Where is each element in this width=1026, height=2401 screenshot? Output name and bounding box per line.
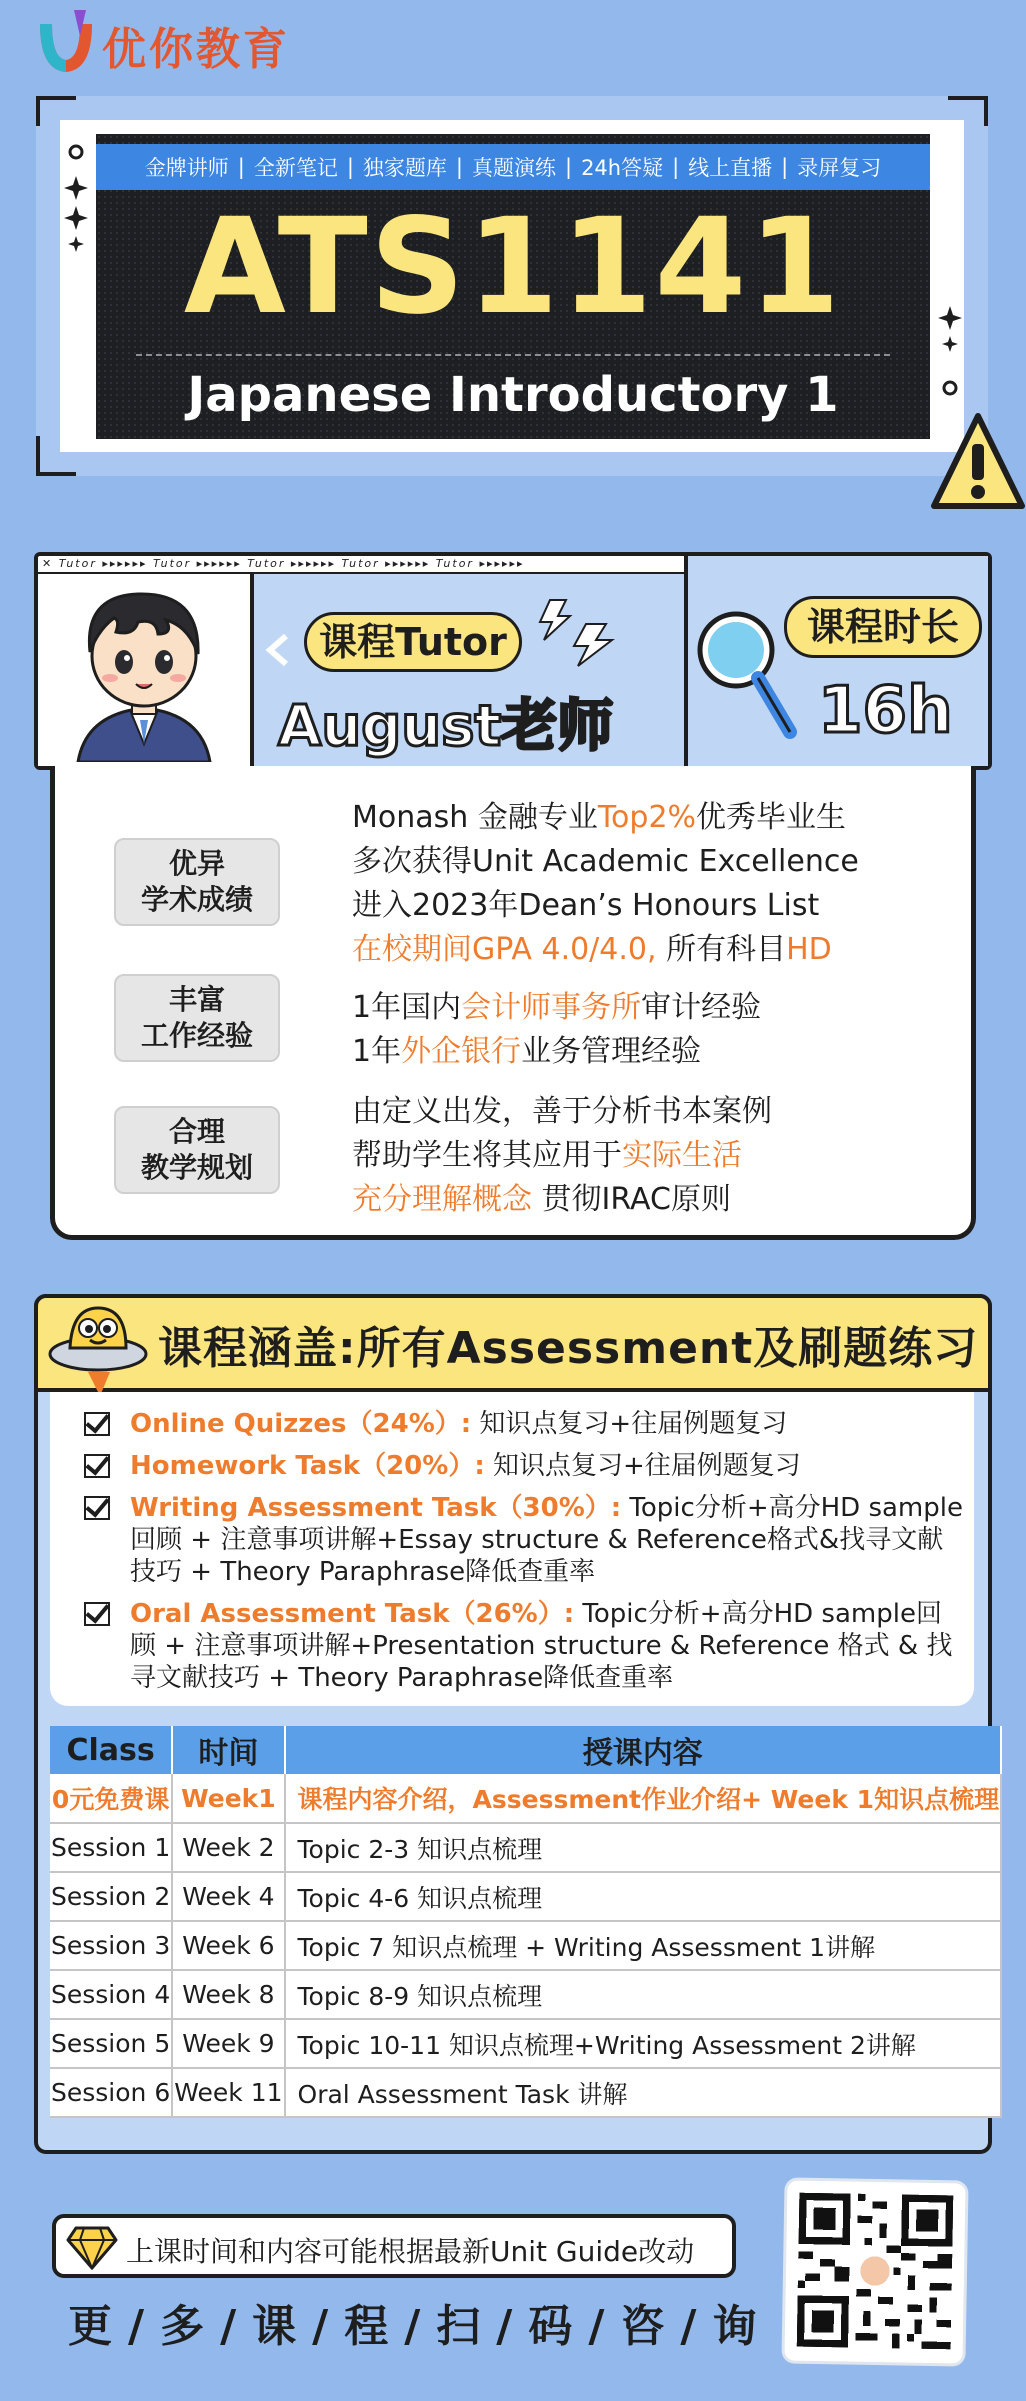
- detail-line: 进入2023年Dean’s Honours List: [352, 888, 820, 923]
- detail-line: 在校期间GPA 4.0/4.0, 所有科目HD: [352, 932, 832, 967]
- table-row: 0元免费课 Week1 课程内容介绍，Assessment作业介绍+ Week 1知识点梳理: [50, 1774, 1001, 1823]
- detail-line: 多次获得Unit Academic Excellence: [352, 844, 859, 879]
- feature-item: 独家题库: [362, 156, 447, 180]
- detail-line: Monash 金融专业Top2%优秀毕业生: [352, 800, 847, 835]
- coverage-list: [50, 1392, 974, 1706]
- checkbox-icon: [84, 1454, 110, 1478]
- academic-lines: [352, 796, 859, 972]
- tutor-header: [34, 552, 992, 770]
- coverage-item: Homework Task（20%）: 知识点复习+往届例题复习: [84, 1450, 944, 1482]
- feature-bar: 金牌讲师 | 全新笔记 | 独家题库 | 真题演练 | 24h答疑 | 线上直播 | 录屏复习: [96, 144, 930, 190]
- detail-line: 充分理解概念 贯彻IRAC原则: [352, 1182, 731, 1217]
- feature-item: 金牌讲师: [144, 156, 229, 180]
- coverage-item: Oral Assessment Task（26%）: Topic分析+高分HD sample回顾 + 注意事项讲解+Presentation structure & Reference 格式 & 找寻文献技巧 + Theory Paraphrase降低查重率: [84, 1598, 964, 1694]
- plan-lines: [352, 1090, 772, 1222]
- column-header: 授课内容: [285, 1726, 1002, 1774]
- brand-logo: [34, 6, 290, 84]
- tutor-name: August老师: [278, 694, 614, 759]
- ufo-mascot-icon: [44, 1298, 154, 1398]
- tag-work: 丰富 工作经验: [114, 974, 280, 1062]
- table-row: Session 5 Week 9 Topic 10-11 知识点梳理+Writing Assessment 2讲解: [50, 2019, 1001, 2068]
- coverage-header: [34, 1294, 992, 1392]
- feature-item: 真题演练: [471, 156, 556, 180]
- detail-line: 1年国内会计师事务所审计经验: [352, 990, 762, 1025]
- table-row: Session 2 Week 4 Topic 4-6 知识点梳理: [50, 1872, 1001, 1921]
- consult-cta: 更/多/课/程/扫/码/咨/询: [68, 2301, 773, 2352]
- checkbox-icon: [84, 1412, 110, 1436]
- column-header: Class: [50, 1726, 172, 1774]
- lightning-icon: [530, 598, 622, 668]
- notice-text: 上课时间和内容可能根据最新Unit Guide改动: [126, 2235, 695, 2268]
- feature-item: 线上直播: [688, 156, 773, 180]
- schedule-table: [50, 1726, 1002, 2118]
- avatar-illustration-icon: [38, 574, 250, 762]
- duration-pill: 课程时长: [784, 596, 982, 658]
- coverage-item: Writing Assessment Task（30%）: Topic分析+高分HD sample回顾 + 注意事项讲解+Essay structure & Reference格式&找寻文献技巧 + Theory Paraphrase降低查重率: [84, 1492, 964, 1588]
- tag-academic: 优异 学术成绩: [114, 838, 280, 926]
- column-header: 时间: [172, 1726, 284, 1774]
- warning-icon: [928, 410, 1026, 520]
- hero-divider: [136, 354, 890, 356]
- chevron-left-icon: [264, 632, 292, 668]
- logo-text: 优你教育: [102, 24, 290, 75]
- feature-item: 全新笔记: [253, 156, 338, 180]
- duration-value: 16h: [818, 674, 953, 748]
- course-code: ATS1141: [183, 190, 843, 344]
- tutor-name-panel: [254, 574, 684, 766]
- tutor-pill: 课程Tutor: [304, 612, 522, 672]
- diamond-icon: [66, 2224, 118, 2270]
- table-row: Session 6 Week 11 Oral Assessment Task 讲解: [50, 2068, 1001, 2117]
- notice-banner: [52, 2214, 736, 2278]
- checkbox-icon: [84, 1602, 110, 1626]
- table-row: Session 1 Week 2 Topic 2-3 知识点梳理: [50, 1823, 1001, 1872]
- qr-code[interactable]: [784, 2180, 965, 2363]
- checkbox-icon: [84, 1496, 110, 1520]
- feature-item: 24h答疑: [581, 156, 664, 180]
- duration-panel: [684, 556, 988, 766]
- table-header-row: [50, 1726, 1001, 1774]
- work-lines: [352, 986, 761, 1074]
- detail-line: 由定义出发，善于分析书本案例: [352, 1094, 772, 1129]
- qr-code-icon: [797, 2193, 954, 2350]
- tutor-avatar: [38, 574, 254, 766]
- tutor-strip: ✕ Tutor ▸▸▸▸▸▸ Tutor ▸▸▸▸▸▸ Tutor ▸▸▸▸▸▸ Tutor ▸▸▸▸▸▸ Tutor ▸▸▸▸▸▸: [38, 556, 684, 574]
- detail-line: 帮助学生将其应用于实际生活: [352, 1138, 742, 1173]
- tag-plan: 合理 教学规划: [114, 1106, 280, 1194]
- detail-line: 1年外企银行业务管理经验: [352, 1034, 702, 1069]
- feature-item: 录屏复习: [797, 156, 882, 180]
- table-row: Session 4 Week 8 Topic 8-9 知识点梳理: [50, 1970, 1001, 2019]
- coverage-item: Online Quizzes（24%）: 知识点复习+往届例题复习: [84, 1408, 944, 1440]
- logo-u-icon: [34, 6, 98, 84]
- table-row: Session 3 Week 6 Topic 7 知识点梳理 + Writing Assessment 1讲解: [50, 1921, 1001, 1970]
- course-subtitle: Japanese Introductory 1: [187, 367, 839, 423]
- coverage-title: 课程涵盖:所有Assessment及刷题练习: [158, 1323, 979, 1374]
